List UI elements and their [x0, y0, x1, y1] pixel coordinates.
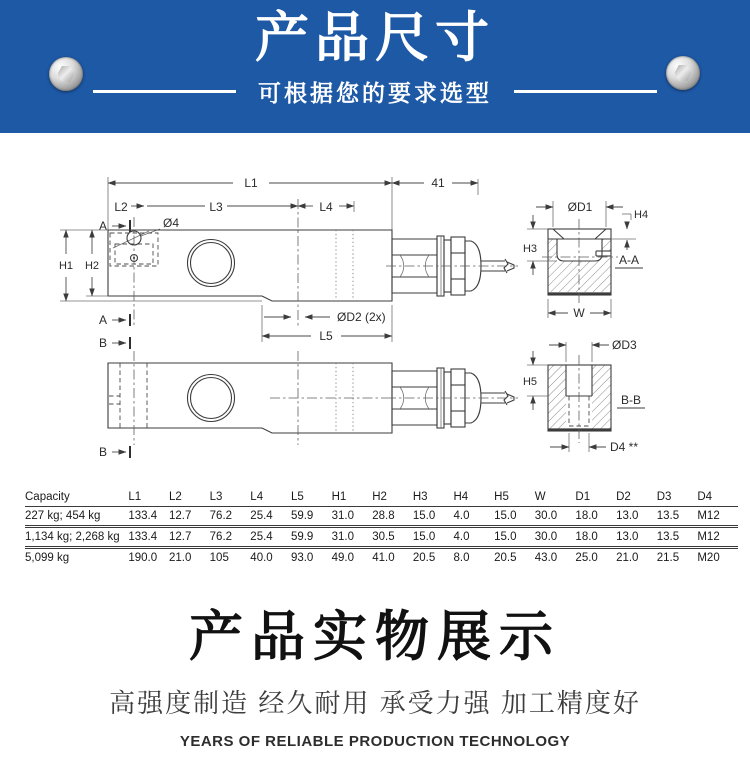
section-marker-b-top: B [98, 336, 108, 350]
table-cell: 30.0 [534, 510, 558, 522]
showcase-subtitle: 高强度制造 经久耐用 承受力强 加工精度好 [109, 687, 641, 718]
dim-label-phid3: ØD3 [612, 338, 637, 352]
dim-label-phid2: ØD2 (2x) [337, 310, 386, 324]
side-view [59, 176, 518, 350]
table-cell: 20.5 [412, 552, 436, 564]
dim-label-l3: L3 [209, 200, 223, 214]
table-cell: 31.0 [331, 510, 354, 522]
table-cell: 105 [209, 552, 229, 564]
table-cell: 12.7 [169, 531, 192, 543]
table-cell: 4.0 [453, 510, 470, 522]
table-cell: 25.4 [250, 510, 273, 522]
divider-line-right [514, 90, 657, 93]
hex-socket-icon [58, 66, 75, 83]
table-cell: 5,099 kg [25, 552, 70, 564]
table-cell: 18.0 [575, 510, 598, 522]
table-cell: 21.0 [616, 552, 639, 564]
table-cell: 93.0 [290, 552, 314, 564]
table-cell: 49.0 [331, 552, 354, 564]
table-cell: 190.0 [128, 552, 158, 564]
showcase-section [0, 605, 750, 750]
column-header: W [534, 491, 546, 503]
table-cell: 43.0 [534, 552, 558, 564]
load-cell-technical-drawing [0, 155, 750, 485]
table-cell: M12 [697, 510, 720, 522]
column-header: H1 [331, 491, 347, 503]
column-header: D2 [616, 491, 631, 503]
section-marker-b-bottom: B [98, 445, 108, 459]
table-cell: 76.2 [209, 531, 233, 543]
section-marker-a-top: A [98, 219, 108, 233]
section-label-bb: B-B [620, 393, 642, 407]
table-cell: 13.5 [656, 531, 680, 543]
table-cell: 13.5 [656, 510, 680, 522]
column-header: H3 [412, 491, 428, 503]
table-cell: 15.0 [412, 510, 436, 522]
dim-label-w: W [573, 306, 585, 320]
column-header: D4 [697, 491, 713, 503]
table-cell: 20.5 [494, 552, 517, 564]
dim-label-d4: D4 ** [610, 440, 639, 454]
plan-view [99, 351, 518, 459]
section-a-a [523, 200, 648, 320]
table-cell: 59.9 [290, 531, 314, 543]
table-cell: 21.5 [656, 552, 680, 564]
screw-icon-left [49, 57, 83, 91]
dim-label-phi4: Ø4 [163, 216, 180, 230]
section-marker-a-bottom: A [98, 313, 108, 327]
section-b-b [523, 338, 645, 454]
header-banner [0, 0, 750, 133]
table-cell: 40.0 [250, 552, 273, 564]
table-cell: 30.5 [372, 531, 395, 543]
table-cell: 59.9 [290, 510, 314, 522]
table-cell: M20 [697, 552, 720, 564]
hex-socket-icon [675, 65, 692, 82]
table-cell: 25.4 [250, 531, 273, 543]
table-cell: 31.0 [331, 531, 354, 543]
column-header: D3 [656, 491, 672, 503]
column-header: H5 [494, 491, 509, 503]
dim-label-phid1: ØD1 [567, 200, 593, 214]
table-cell: 28.8 [372, 510, 395, 522]
column-header: D1 [575, 491, 591, 503]
table-cell: 13.0 [616, 510, 639, 522]
column-header: H2 [372, 491, 387, 503]
table-cell: 76.2 [209, 510, 233, 522]
column-header: L2 [169, 491, 182, 503]
table-row [25, 548, 738, 568]
showcase-title: 产品实物展示 [189, 607, 561, 667]
column-header: H4 [453, 491, 469, 503]
table-cell: 133.4 [128, 510, 158, 522]
table-cell: 13.0 [616, 531, 639, 543]
table-cell: 15.0 [494, 531, 517, 543]
section-label-aa: A-A [618, 253, 640, 267]
column-header: Capacity [25, 491, 70, 503]
table-row [25, 527, 738, 548]
table-cell: 15.0 [412, 531, 436, 543]
dim-label-l2: L2 [114, 200, 128, 214]
table-header-row [25, 489, 738, 507]
showcase-tagline: YEARS OF RELIABLE PRODUCTION TECHNOLOGY [179, 732, 571, 750]
table-cell: 18.0 [575, 531, 598, 543]
table-cell: 15.0 [494, 510, 517, 522]
column-header: L5 [290, 491, 304, 503]
table-cell: 8.0 [453, 552, 470, 564]
table-cell: 25.0 [575, 552, 598, 564]
dim-label-h2: H2 [84, 260, 100, 272]
column-header: L4 [250, 491, 264, 503]
dim-label-l4: L4 [319, 200, 333, 214]
table-row [25, 507, 738, 527]
dim-label-h3: H3 [522, 243, 538, 255]
page-subtitle: 可根据您的要求选型 [258, 80, 492, 107]
table-cell: 21.0 [169, 552, 192, 564]
dim-label-h4: H4 [634, 209, 649, 221]
table-cell: 1,134 kg; 2,268 kg [25, 531, 120, 543]
dimensions-table [25, 489, 738, 567]
screw-icon-right [666, 56, 700, 90]
page-title: 产品尺寸 [255, 8, 495, 68]
divider-line-left [93, 90, 236, 93]
table-cell: 227 kg; 454 kg [25, 510, 101, 522]
dim-label-l5: L5 [319, 329, 333, 343]
table-cell: 41.0 [372, 552, 395, 564]
dimensions-table-section [0, 485, 750, 567]
dim-label-h5: H5 [522, 376, 538, 388]
dim-label-l1: L1 [244, 176, 258, 190]
table-cell: 30.0 [534, 531, 558, 543]
column-header: L3 [209, 491, 223, 503]
table-cell: 12.7 [169, 510, 192, 522]
table-cell: M12 [697, 531, 720, 543]
dim-label-h1: H1 [58, 260, 74, 272]
column-header: L1 [128, 491, 142, 503]
table-cell: 4.0 [453, 531, 470, 543]
dim-label-41: 41 [431, 176, 445, 190]
table-cell: 133.4 [128, 531, 158, 543]
